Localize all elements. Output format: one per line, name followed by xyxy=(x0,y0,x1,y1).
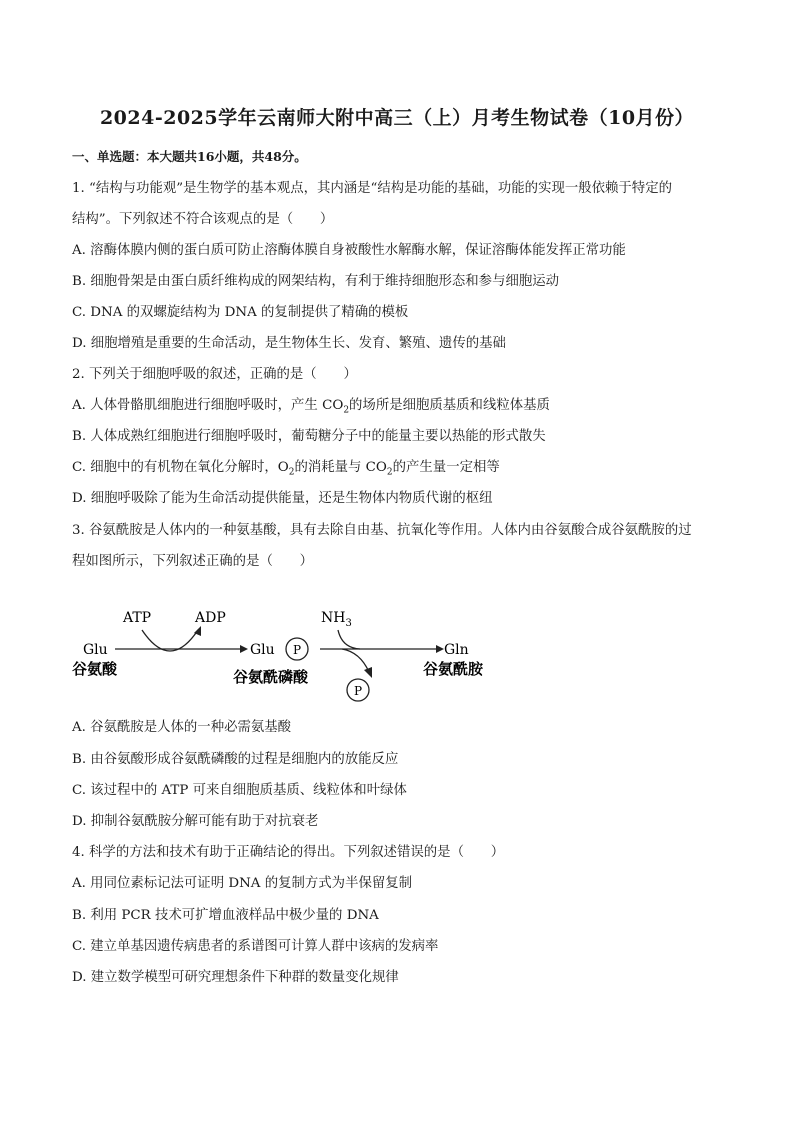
q3-stem-line2: 程如图所示，下列叙述正确的是（ ） xyxy=(72,554,314,569)
q4-option-b: B. 利用 PCR 技术可扩增血液样品中极少量的 DNA xyxy=(72,908,379,923)
q1-stem-line2: 结构”。下列叙述不符合该观点的是（ ） xyxy=(72,212,334,227)
q4-stem: 4. 科学的方法和技术有助于正确结论的得出。下列叙述错误的是（ ） xyxy=(72,845,505,860)
adp-label: ADP xyxy=(195,610,226,626)
q3-option-d: D. 抑制谷氨酰胺分解可能有助于对抗衰老 xyxy=(72,814,319,829)
q1-stem-line1: 1. “结构与功能观”是生物学的基本观点，其内涵是“结构是功能的基础，功能的实现一般依赖于特定的 xyxy=(72,181,672,196)
gln-cn-label: 谷氨酰胺 xyxy=(423,660,484,678)
q1-option-b: B. 细胞骨架是由蛋白质纤维构成的网架结构，有利于维持细胞形态和参与细胞运动 xyxy=(72,274,560,289)
q3-stem-line1: 3. 谷氨酰胺是人体内的一种氨基酸，具有去除自由基、抗氧化等作用。人体内由谷氨酸合成谷氨酰胺的过 xyxy=(72,523,692,538)
glu-p-label: Glu xyxy=(250,642,275,658)
atp-adp-curve xyxy=(142,630,198,651)
q3-option-b: B. 由谷氨酸形成谷氨酰磷酸的过程是细胞内的放能反应 xyxy=(72,752,399,767)
q2-stem: 2. 下列关于细胞呼吸的叙述，正确的是（ ） xyxy=(72,367,357,382)
nh3-curve xyxy=(338,630,360,649)
q4-option-a: A. 用同位素标记法可证明 DNA 的复制方式为半保留复制 xyxy=(72,876,413,891)
q1-option-c: C. DNA 的双螺旋结构为 DNA 的复制提供了精确的模板 xyxy=(72,305,409,320)
q4-option-d: D. 建立数学模型可研究理想条件下种群的数量变化规律 xyxy=(72,970,399,985)
q2-option-b: B. 人体成熟红细胞进行细胞呼吸时，葡萄糖分子中的能量主要以热能的形式散失 xyxy=(72,429,546,444)
page-title: 2024-2025学年云南师大附中高三（上）月考生物试卷（10月份） xyxy=(99,107,695,129)
q1-option-d: D. 细胞增殖是重要的生命活动，是生物体生长、发育、繁殖、遗传的基础 xyxy=(72,336,506,351)
glutamine-synthesis-diagram xyxy=(72,600,520,710)
gln-label: Gln xyxy=(444,642,469,658)
q3-option-a: A. 谷氨酰胺是人体的一种必需氨基酸 xyxy=(72,720,292,735)
arrow-head xyxy=(364,667,372,678)
glu-label: Glu xyxy=(83,642,108,658)
q4-option-c: C. 建立单基因遗传病患者的系谱图可计算人群中该病的发病率 xyxy=(72,939,439,954)
p-symbol-released: P xyxy=(353,684,363,698)
q2-option-a: A. 人体骨骼肌细胞进行细胞呼吸时，产生 $CO_2$的场所是细胞质基质和线粒体基质 xyxy=(72,398,550,416)
atp-label: ATP xyxy=(123,610,152,626)
glu-p-cn-label: 谷氨酰磷酸 xyxy=(233,668,309,686)
q2-option-d: D. 细胞呼吸除了能为生命活动提供能量，还是生物体内物质代谢的枢纽 xyxy=(72,491,493,506)
glu-cn-label: 谷氨酸 xyxy=(72,660,118,678)
q2-option-c: C. 细胞中的有机物在氧化分解时，$O_2$的消耗量与 $CO_2$的产生量一定相等 xyxy=(72,460,500,478)
arrow-head xyxy=(240,645,248,653)
q3-option-c: C. 该过程中的 ATP 可来自细胞质基质、线粒体和叶绿体 xyxy=(72,783,407,798)
q1-option-a: A. 溶酶体膜内侧的蛋白质可防止溶酶体膜自身被酸性水解酶水解，保证溶酶体能发挥正常功能 xyxy=(72,243,626,258)
section-heading: 一、单选题：本大题共16小题，共48分。 xyxy=(72,149,307,164)
nh3-label: $NH_3$ xyxy=(321,610,352,629)
arrow-head xyxy=(436,645,444,653)
phosphate-release-curve xyxy=(342,649,369,672)
p-symbol: P xyxy=(292,643,302,657)
